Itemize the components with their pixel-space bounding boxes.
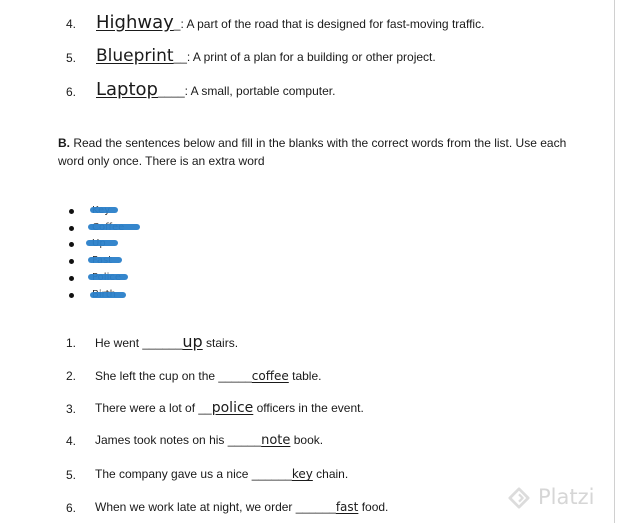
sentence-after: table. [288, 369, 322, 383]
sentence-row [0, 467, 600, 487]
platzi-watermark [508, 485, 612, 513]
word-list-item [66, 221, 156, 237]
bullet-dot [69, 226, 74, 231]
definition-line [96, 12, 484, 33]
sentence-answer: fast [335, 500, 359, 514]
scribble-strike [88, 224, 140, 230]
sentence-row [0, 332, 600, 352]
definition-number: 5. [66, 51, 77, 65]
sentence [95, 467, 348, 481]
definition-answer: Laptop [96, 79, 158, 100]
definition-row [0, 79, 600, 101]
platzi-logo-icon [508, 487, 530, 509]
bullet-dot [69, 209, 74, 214]
page-edge [614, 0, 615, 523]
sentence-number: 2. [66, 369, 77, 383]
sentence-row [0, 369, 600, 389]
sentence-answer: note [261, 433, 291, 448]
sentence-before: When we work late at night, we order ______ [95, 500, 336, 514]
definition-row [0, 46, 600, 68]
bullet-dot [69, 276, 74, 281]
definition-number: 6. [66, 85, 77, 99]
definition-text: ____: A small, portable computer. [157, 84, 336, 98]
definition-text: __: A print of a plan for a building or other project. [173, 50, 436, 64]
instructions-label: B. [58, 136, 70, 150]
scribble-strike [86, 240, 118, 246]
sentence-before: The company gave us a nice ______ [95, 467, 292, 481]
scribble-strike [90, 207, 118, 213]
definition-text: _: A part of the road that is designed for fast-moving traffic. [173, 17, 485, 31]
definition-row [0, 12, 600, 34]
sentence-number: 4. [66, 434, 77, 448]
word-list-item [66, 237, 156, 253]
sentence-before: James took notes on his _____ [95, 433, 262, 447]
sentence-after: book. [290, 433, 324, 447]
sentence [95, 369, 321, 383]
sentence-number: 6. [66, 501, 77, 515]
sentence [95, 500, 388, 514]
scribble-strike [88, 257, 122, 263]
sentence-number: 3. [66, 402, 77, 416]
word-list-item [66, 254, 156, 270]
definition-line [96, 79, 335, 100]
sentence [95, 433, 323, 448]
sentence-before: There were a lot of __ [95, 401, 212, 415]
sentence-after: stairs. [202, 336, 239, 350]
word-list-item [66, 288, 156, 304]
sentence-row [0, 400, 600, 420]
definition-answer: Highway [96, 12, 174, 33]
definition-number: 4. [66, 17, 77, 31]
bullet-dot [69, 293, 74, 298]
sentence-after: officers in the event. [253, 401, 364, 415]
bullet-dot [69, 259, 74, 264]
scribble-strike [90, 292, 126, 298]
platzi-logo-text: Platzi [538, 485, 595, 509]
word-list-item [66, 271, 156, 287]
sentence [95, 400, 364, 416]
definition-answer: Blueprint [96, 46, 174, 66]
scribble-strike [88, 274, 128, 280]
sentence-number: 5. [66, 468, 77, 482]
sentence-after: food. [358, 500, 389, 514]
sentence [95, 332, 238, 351]
sentence-answer: police [211, 400, 254, 416]
instructions-text: Read the sentences below and fill in the blanks with the correct words from the list. Use each word only once. There is an extra word [58, 136, 567, 168]
instructions [58, 134, 568, 170]
sentence-answer: coffee [251, 369, 289, 383]
bullet-dot [69, 242, 74, 247]
sentence-after: chain. [312, 467, 349, 481]
definition-line [96, 46, 436, 66]
word-list-item [66, 204, 156, 220]
sentence-answer: key [291, 467, 313, 481]
sentence-number: 1. [66, 336, 77, 350]
sentence-before: She left the cup on the _____ [95, 369, 252, 383]
sentence-before: He went ______ [95, 336, 183, 350]
sentence-answer: up [182, 332, 203, 351]
sentence-row [0, 433, 600, 453]
